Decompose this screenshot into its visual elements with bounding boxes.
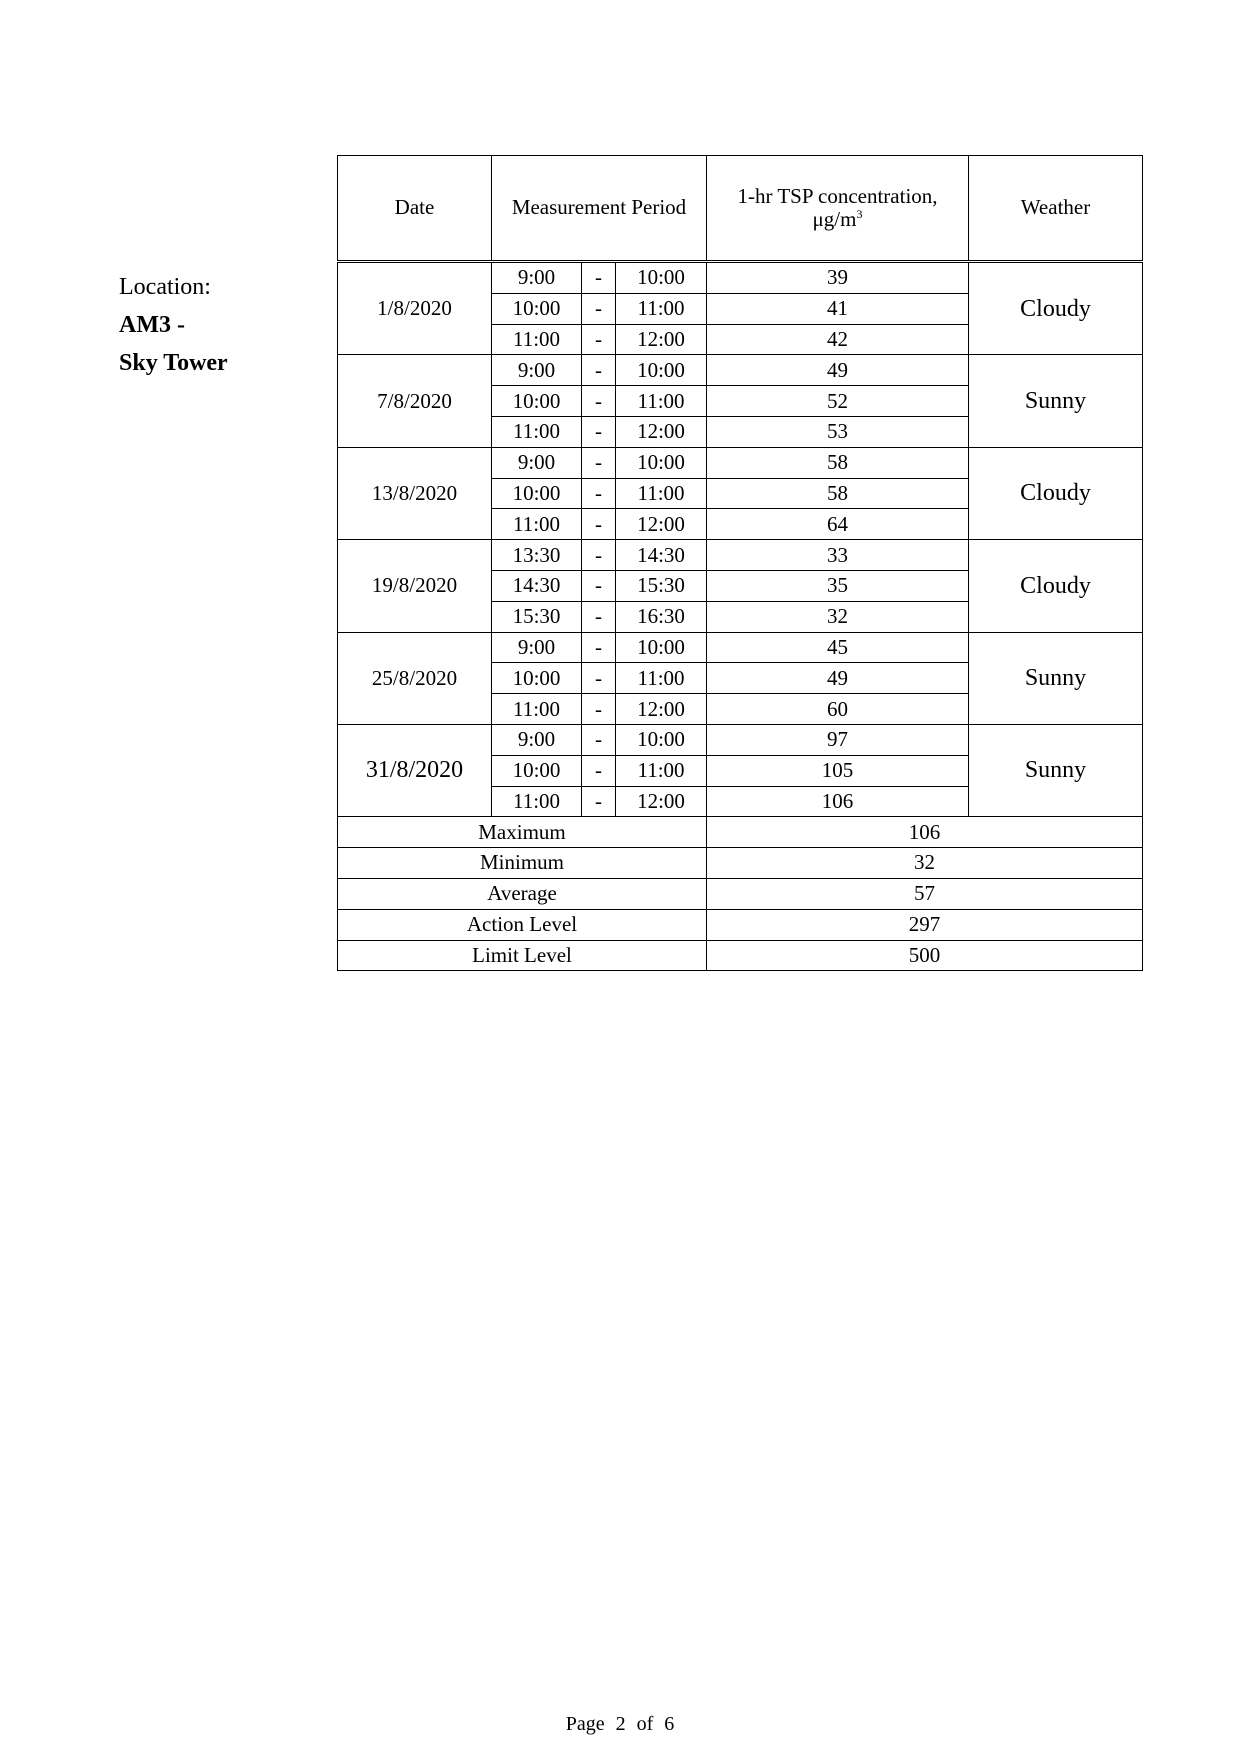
summary-value-cell: 57	[707, 878, 1143, 909]
period-separator-cell: -	[582, 447, 616, 478]
table-row	[338, 540, 1143, 571]
table-header-row	[338, 156, 1143, 262]
concentration-cell: 97	[707, 724, 969, 755]
summary-value-cell: 500	[707, 940, 1143, 971]
period-start-cell: 10:00	[492, 663, 582, 694]
period-start-cell: 11:00	[492, 509, 582, 540]
period-start-cell: 11:00	[492, 694, 582, 725]
period-end-cell: 12:00	[616, 694, 707, 725]
period-end-cell: 14:30	[616, 540, 707, 571]
period-start-cell: 11:00	[492, 324, 582, 355]
period-start-cell: 10:00	[492, 478, 582, 509]
period-end-cell: 11:00	[616, 663, 707, 694]
period-end-cell: 12:00	[616, 416, 707, 447]
table-row	[338, 724, 1143, 755]
concentration-cell: 42	[707, 324, 969, 355]
period-separator-cell: -	[582, 324, 616, 355]
header-measurement-period: Measurement Period	[492, 156, 707, 262]
summary-row	[338, 878, 1143, 909]
weather-cell: Sunny	[969, 724, 1143, 816]
unit-text: μg/m	[812, 207, 857, 231]
table-row	[338, 632, 1143, 663]
period-separator-cell: -	[582, 478, 616, 509]
period-start-cell: 15:30	[492, 601, 582, 632]
unit-superscript: 3	[856, 207, 863, 221]
concentration-cell: 64	[707, 509, 969, 540]
date-cell: 13/8/2020	[338, 447, 492, 539]
period-separator-cell: -	[582, 755, 616, 786]
date-cell: 25/8/2020	[338, 632, 492, 724]
summary-label-cell: Maximum	[338, 817, 707, 848]
period-end-cell: 11:00	[616, 293, 707, 324]
summary-row	[338, 817, 1143, 848]
concentration-cell: 106	[707, 786, 969, 817]
summary-label-cell: Minimum	[338, 848, 707, 879]
concentration-cell: 41	[707, 293, 969, 324]
period-end-cell: 16:30	[616, 601, 707, 632]
period-end-cell: 10:00	[616, 632, 707, 663]
concentration-cell: 49	[707, 663, 969, 694]
period-start-cell: 9:00	[492, 724, 582, 755]
period-separator-cell: -	[582, 724, 616, 755]
period-separator-cell: -	[582, 663, 616, 694]
period-separator-cell: -	[582, 632, 616, 663]
period-end-cell: 11:00	[616, 386, 707, 417]
period-separator-cell: -	[582, 540, 616, 571]
concentration-cell: 33	[707, 540, 969, 571]
period-separator-cell: -	[582, 355, 616, 386]
concentration-cell: 105	[707, 755, 969, 786]
period-start-cell: 9:00	[492, 355, 582, 386]
period-separator-cell: -	[582, 786, 616, 817]
period-start-cell: 10:00	[492, 386, 582, 417]
period-end-cell: 12:00	[616, 509, 707, 540]
period-start-cell: 9:00	[492, 262, 582, 294]
period-start-cell: 9:00	[492, 447, 582, 478]
period-separator-cell: -	[582, 509, 616, 540]
weather-cell: Sunny	[969, 355, 1143, 447]
date-cell: 7/8/2020	[338, 355, 492, 447]
summary-value-cell: 32	[707, 848, 1143, 879]
concentration-cell: 45	[707, 632, 969, 663]
period-end-cell: 12:00	[616, 786, 707, 817]
table-row	[338, 447, 1143, 478]
period-start-cell: 14:30	[492, 570, 582, 601]
period-separator-cell: -	[582, 601, 616, 632]
weather-cell: Cloudy	[969, 262, 1143, 355]
page-footer: Page 2 of 6	[565, 1713, 675, 1735]
period-start-cell: 9:00	[492, 632, 582, 663]
header-date: Date	[338, 156, 492, 262]
period-start-cell: 11:00	[492, 786, 582, 817]
period-separator-cell: -	[582, 386, 616, 417]
location-label: Location:	[119, 274, 211, 300]
period-start-cell: 13:30	[492, 540, 582, 571]
summary-row	[338, 848, 1143, 879]
header-concentration-title: 1-hr TSP concentration,	[737, 183, 938, 208]
concentration-cell: 60	[707, 694, 969, 725]
header-concentration-unit	[707, 208, 968, 231]
concentration-cell: 53	[707, 416, 969, 447]
table-row	[338, 262, 1143, 294]
period-end-cell: 10:00	[616, 262, 707, 294]
period-end-cell: 11:00	[616, 755, 707, 786]
period-start-cell: 10:00	[492, 293, 582, 324]
period-end-cell: 10:00	[616, 447, 707, 478]
period-separator-cell: -	[582, 293, 616, 324]
period-end-cell: 15:30	[616, 570, 707, 601]
period-start-cell: 10:00	[492, 755, 582, 786]
header-concentration	[707, 156, 969, 262]
location-name: Sky Tower	[119, 350, 228, 376]
concentration-cell: 32	[707, 601, 969, 632]
concentration-cell: 52	[707, 386, 969, 417]
concentration-cell: 39	[707, 262, 969, 294]
period-start-cell: 11:00	[492, 416, 582, 447]
concentration-cell: 49	[707, 355, 969, 386]
concentration-cell: 58	[707, 447, 969, 478]
period-end-cell: 10:00	[616, 724, 707, 755]
weather-cell: Cloudy	[969, 447, 1143, 539]
period-end-cell: 12:00	[616, 324, 707, 355]
summary-label-cell: Limit Level	[338, 940, 707, 971]
table-row	[338, 355, 1143, 386]
period-separator-cell: -	[582, 262, 616, 294]
period-end-cell: 11:00	[616, 478, 707, 509]
period-separator-cell: -	[582, 416, 616, 447]
date-cell: 31/8/2020	[338, 724, 492, 816]
tsp-measurement-table	[337, 155, 1143, 971]
period-separator-cell: -	[582, 570, 616, 601]
summary-label-cell: Average	[338, 878, 707, 909]
summary-value-cell: 297	[707, 909, 1143, 940]
table-body	[338, 262, 1143, 971]
weather-cell: Cloudy	[969, 540, 1143, 632]
summary-value-cell: 106	[707, 817, 1143, 848]
date-cell: 1/8/2020	[338, 262, 492, 355]
location-code: AM3 -	[119, 312, 185, 338]
date-cell: 19/8/2020	[338, 540, 492, 632]
summary-row	[338, 909, 1143, 940]
summary-label-cell: Action Level	[338, 909, 707, 940]
concentration-cell: 58	[707, 478, 969, 509]
header-weather: Weather	[969, 156, 1143, 262]
period-end-cell: 10:00	[616, 355, 707, 386]
summary-row	[338, 940, 1143, 971]
period-separator-cell: -	[582, 694, 616, 725]
weather-cell: Sunny	[969, 632, 1143, 724]
location-block	[119, 268, 228, 382]
concentration-cell: 35	[707, 570, 969, 601]
